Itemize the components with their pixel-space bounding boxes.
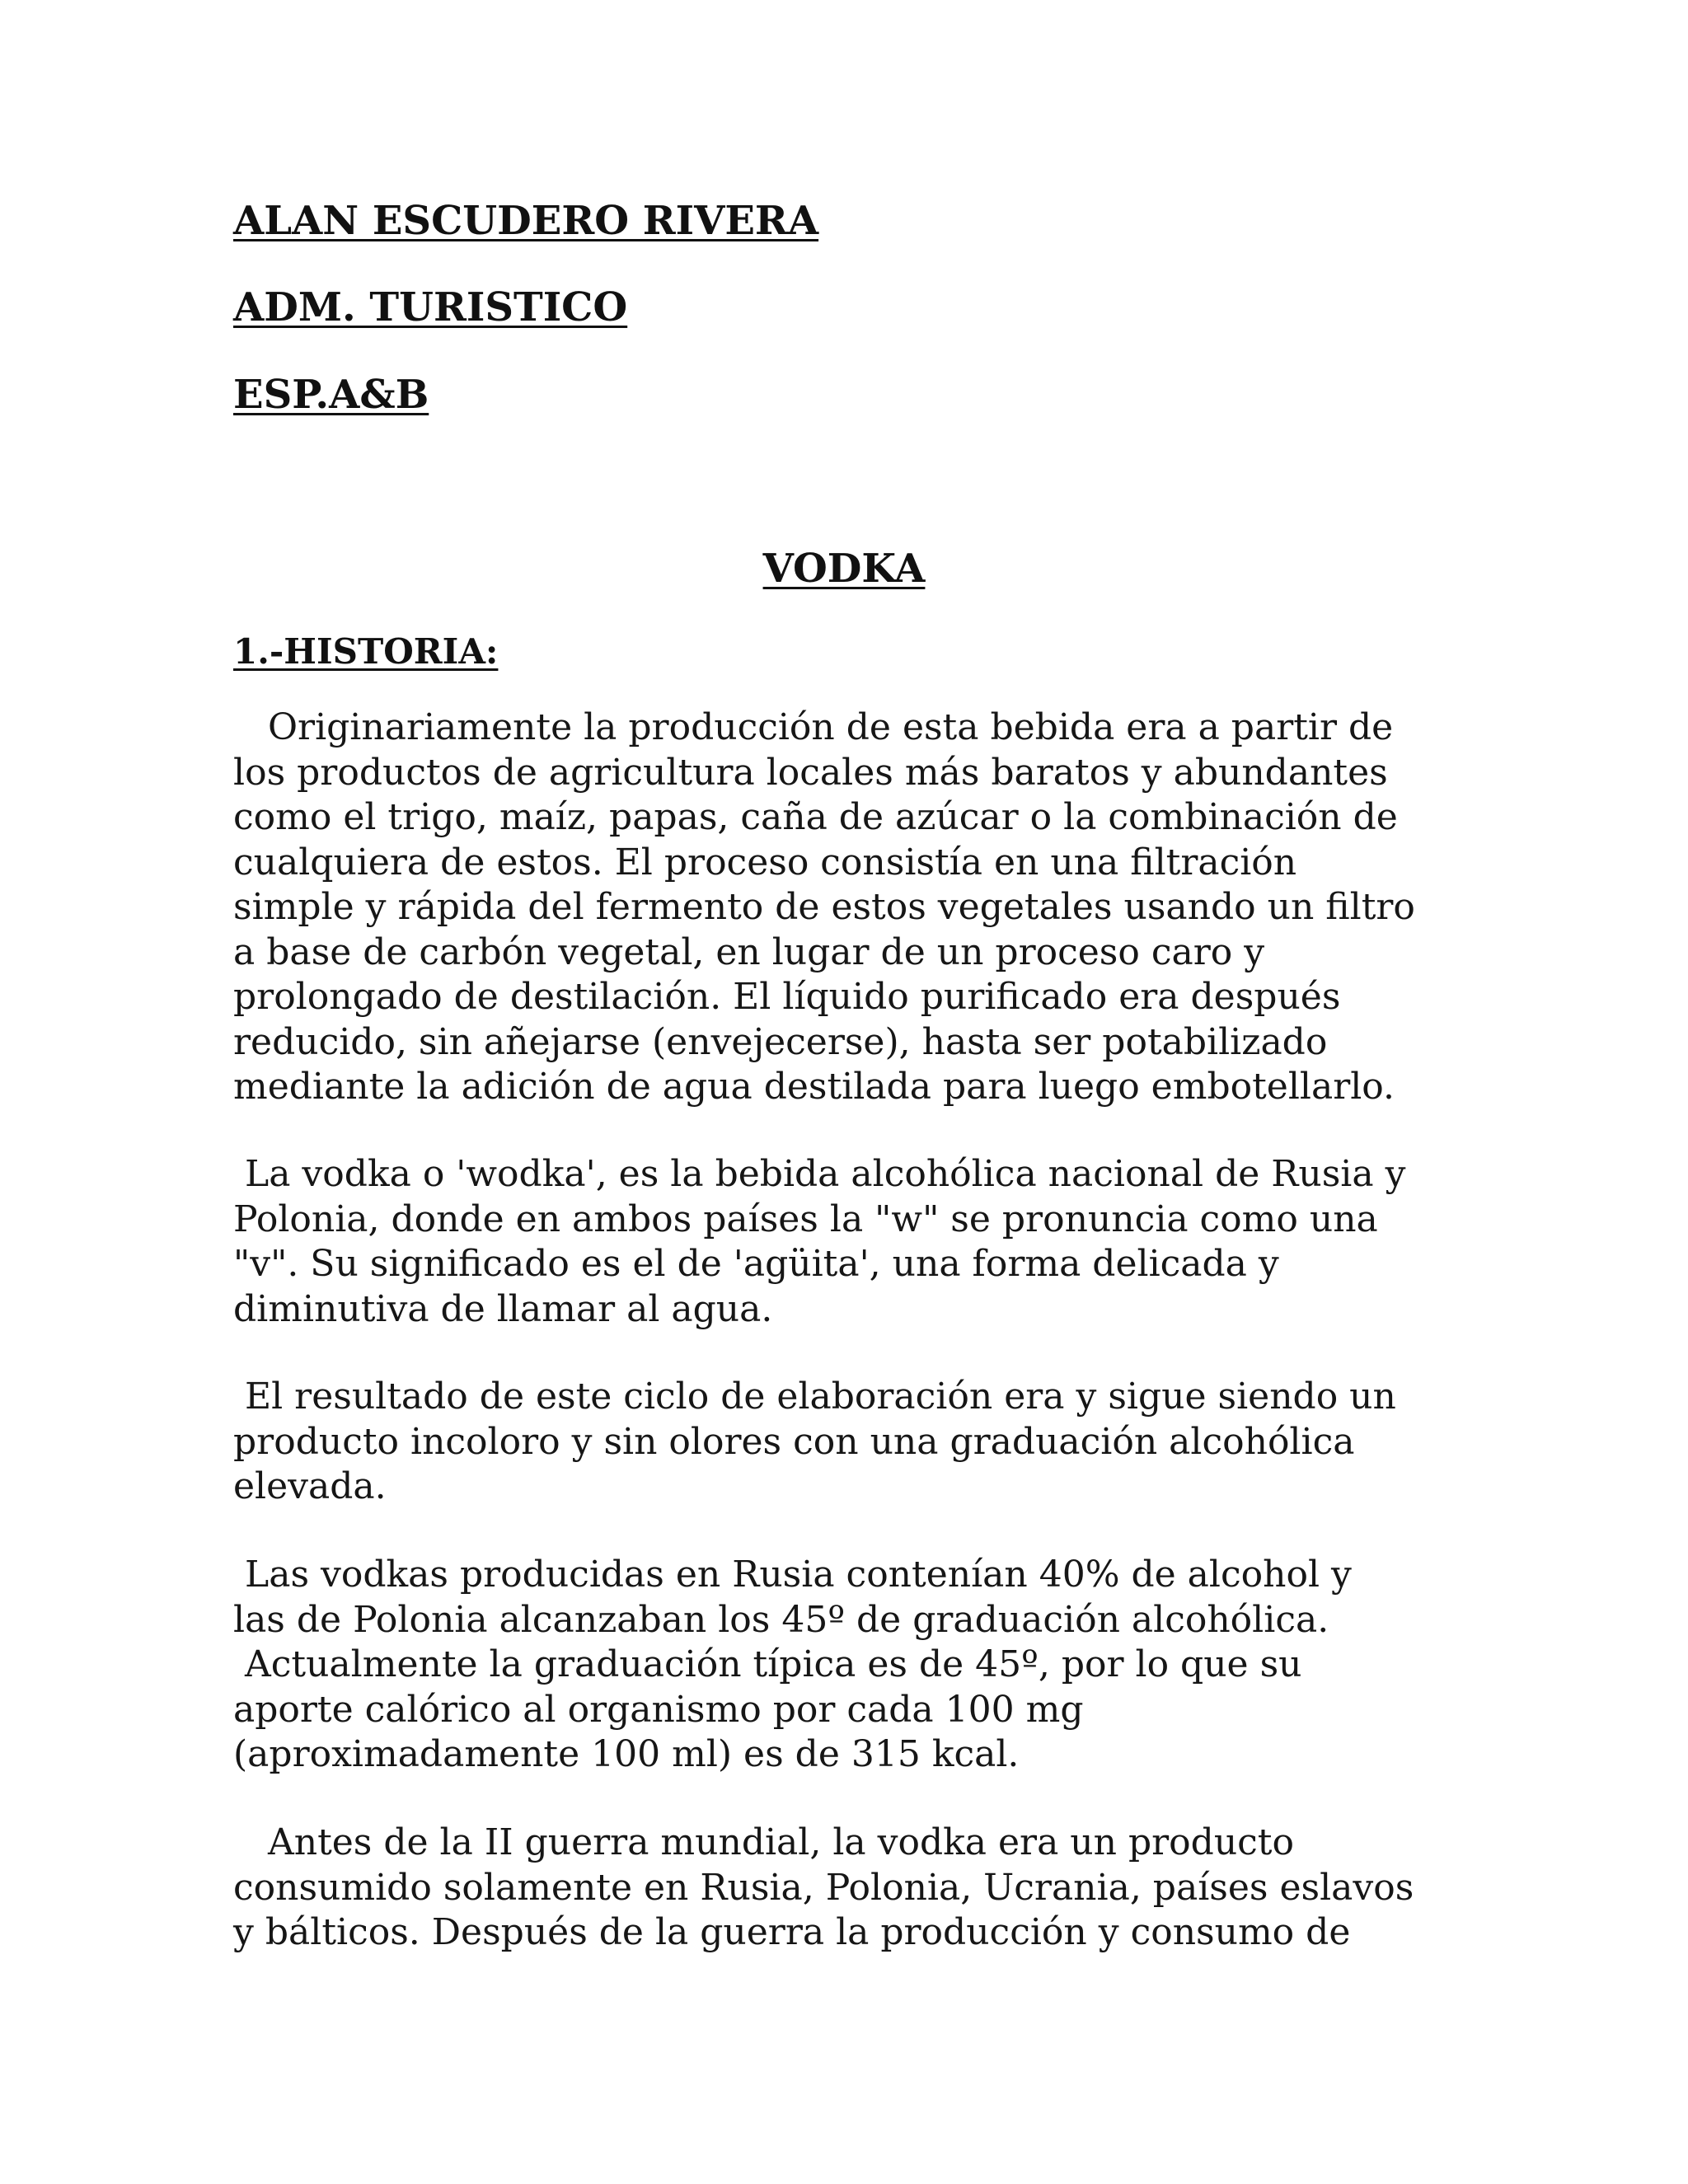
paragraph-line: los productos de agricultura locales más baratos y abundantes xyxy=(233,751,1388,794)
paragraph-line: producto incoloro y sin olores con una graduación alcohólica xyxy=(233,1420,1355,1463)
paragraph-line: Actualmente la graduación típica es de 45º, por lo que su xyxy=(233,1643,1302,1685)
paragraph-result xyxy=(233,1375,1470,1510)
career-label: ADM. TURISTICO xyxy=(233,284,628,330)
paragraph-alcohol-content xyxy=(233,1553,1470,1778)
paragraph-line: Antes de la II guerra mundial, la vodka era un producto xyxy=(233,1821,1294,1863)
paragraph-line: mediante la adición de agua destilada para luego embotellarlo. xyxy=(233,1066,1395,1108)
paragraph-line: aporte calórico al organismo por cada 100 mg xyxy=(233,1688,1084,1731)
paragraph-name-meaning xyxy=(233,1152,1470,1332)
paragraph-line: "v". Su significado es el de 'agüita', una forma delicada y xyxy=(233,1243,1279,1285)
paragraph-line: Polonia, donde en ambos países la "w" se pronuncia como una xyxy=(233,1197,1378,1240)
paragraph-line: y bálticos. Después de la guerra la producción y consumo de xyxy=(233,1911,1351,1953)
paragraph-line: consumido solamente en Rusia, Polonia, Ucrania, países eslavos xyxy=(233,1866,1414,1909)
paragraph-line: reducido, sin añejarse (envejecerse), hasta ser potabilizado xyxy=(233,1020,1328,1063)
paragraph-line: simple y rápida del fermento de estos vegetales usando un filtro xyxy=(233,886,1415,928)
paragraph-line: Originariamente la producción de esta bebida era a partir de xyxy=(233,706,1394,748)
paragraph-line: (aproximadamente 100 ml) es de 315 kcal. xyxy=(233,1733,1020,1775)
paragraph-line: El resultado de este ciclo de elaboración era y sigue siendo un xyxy=(233,1376,1396,1418)
paragraph-line: cualquiera de estos. El proceso consistía en una filtración xyxy=(233,841,1297,883)
paragraph-line: elevada. xyxy=(233,1465,387,1507)
author-name: ALAN ESCUDERO RIVERA xyxy=(233,198,819,244)
paragraph-line: las de Polonia alcanzaban los 45º de graduación alcohólica. xyxy=(233,1598,1329,1641)
paragraph-line: como el trigo, maíz, papas, caña de azúcar o la combinación de xyxy=(233,796,1398,838)
paragraph-line: diminutiva de llamar al agua. xyxy=(233,1287,773,1330)
paragraph-line: Las vodkas producidas en Rusia contenían 40% de alcohol y xyxy=(233,1554,1352,1596)
paragraph-line: La vodka o 'wodka', es la bebida alcohólica nacional de Rusia y xyxy=(233,1153,1406,1195)
specialty-label: ESP.A&B xyxy=(233,372,429,418)
document-title: VODKA xyxy=(762,546,926,592)
paragraph-line: a base de carbón vegetal, en lugar de un proceso caro y xyxy=(233,930,1265,973)
section-heading: 1.-HISTORIA: xyxy=(233,631,499,672)
paragraph-war-history xyxy=(233,1821,1470,1956)
paragraph-origin xyxy=(233,705,1470,1110)
paragraph-line: prolongado de destilación. El líquido purificado era después xyxy=(233,976,1341,1018)
